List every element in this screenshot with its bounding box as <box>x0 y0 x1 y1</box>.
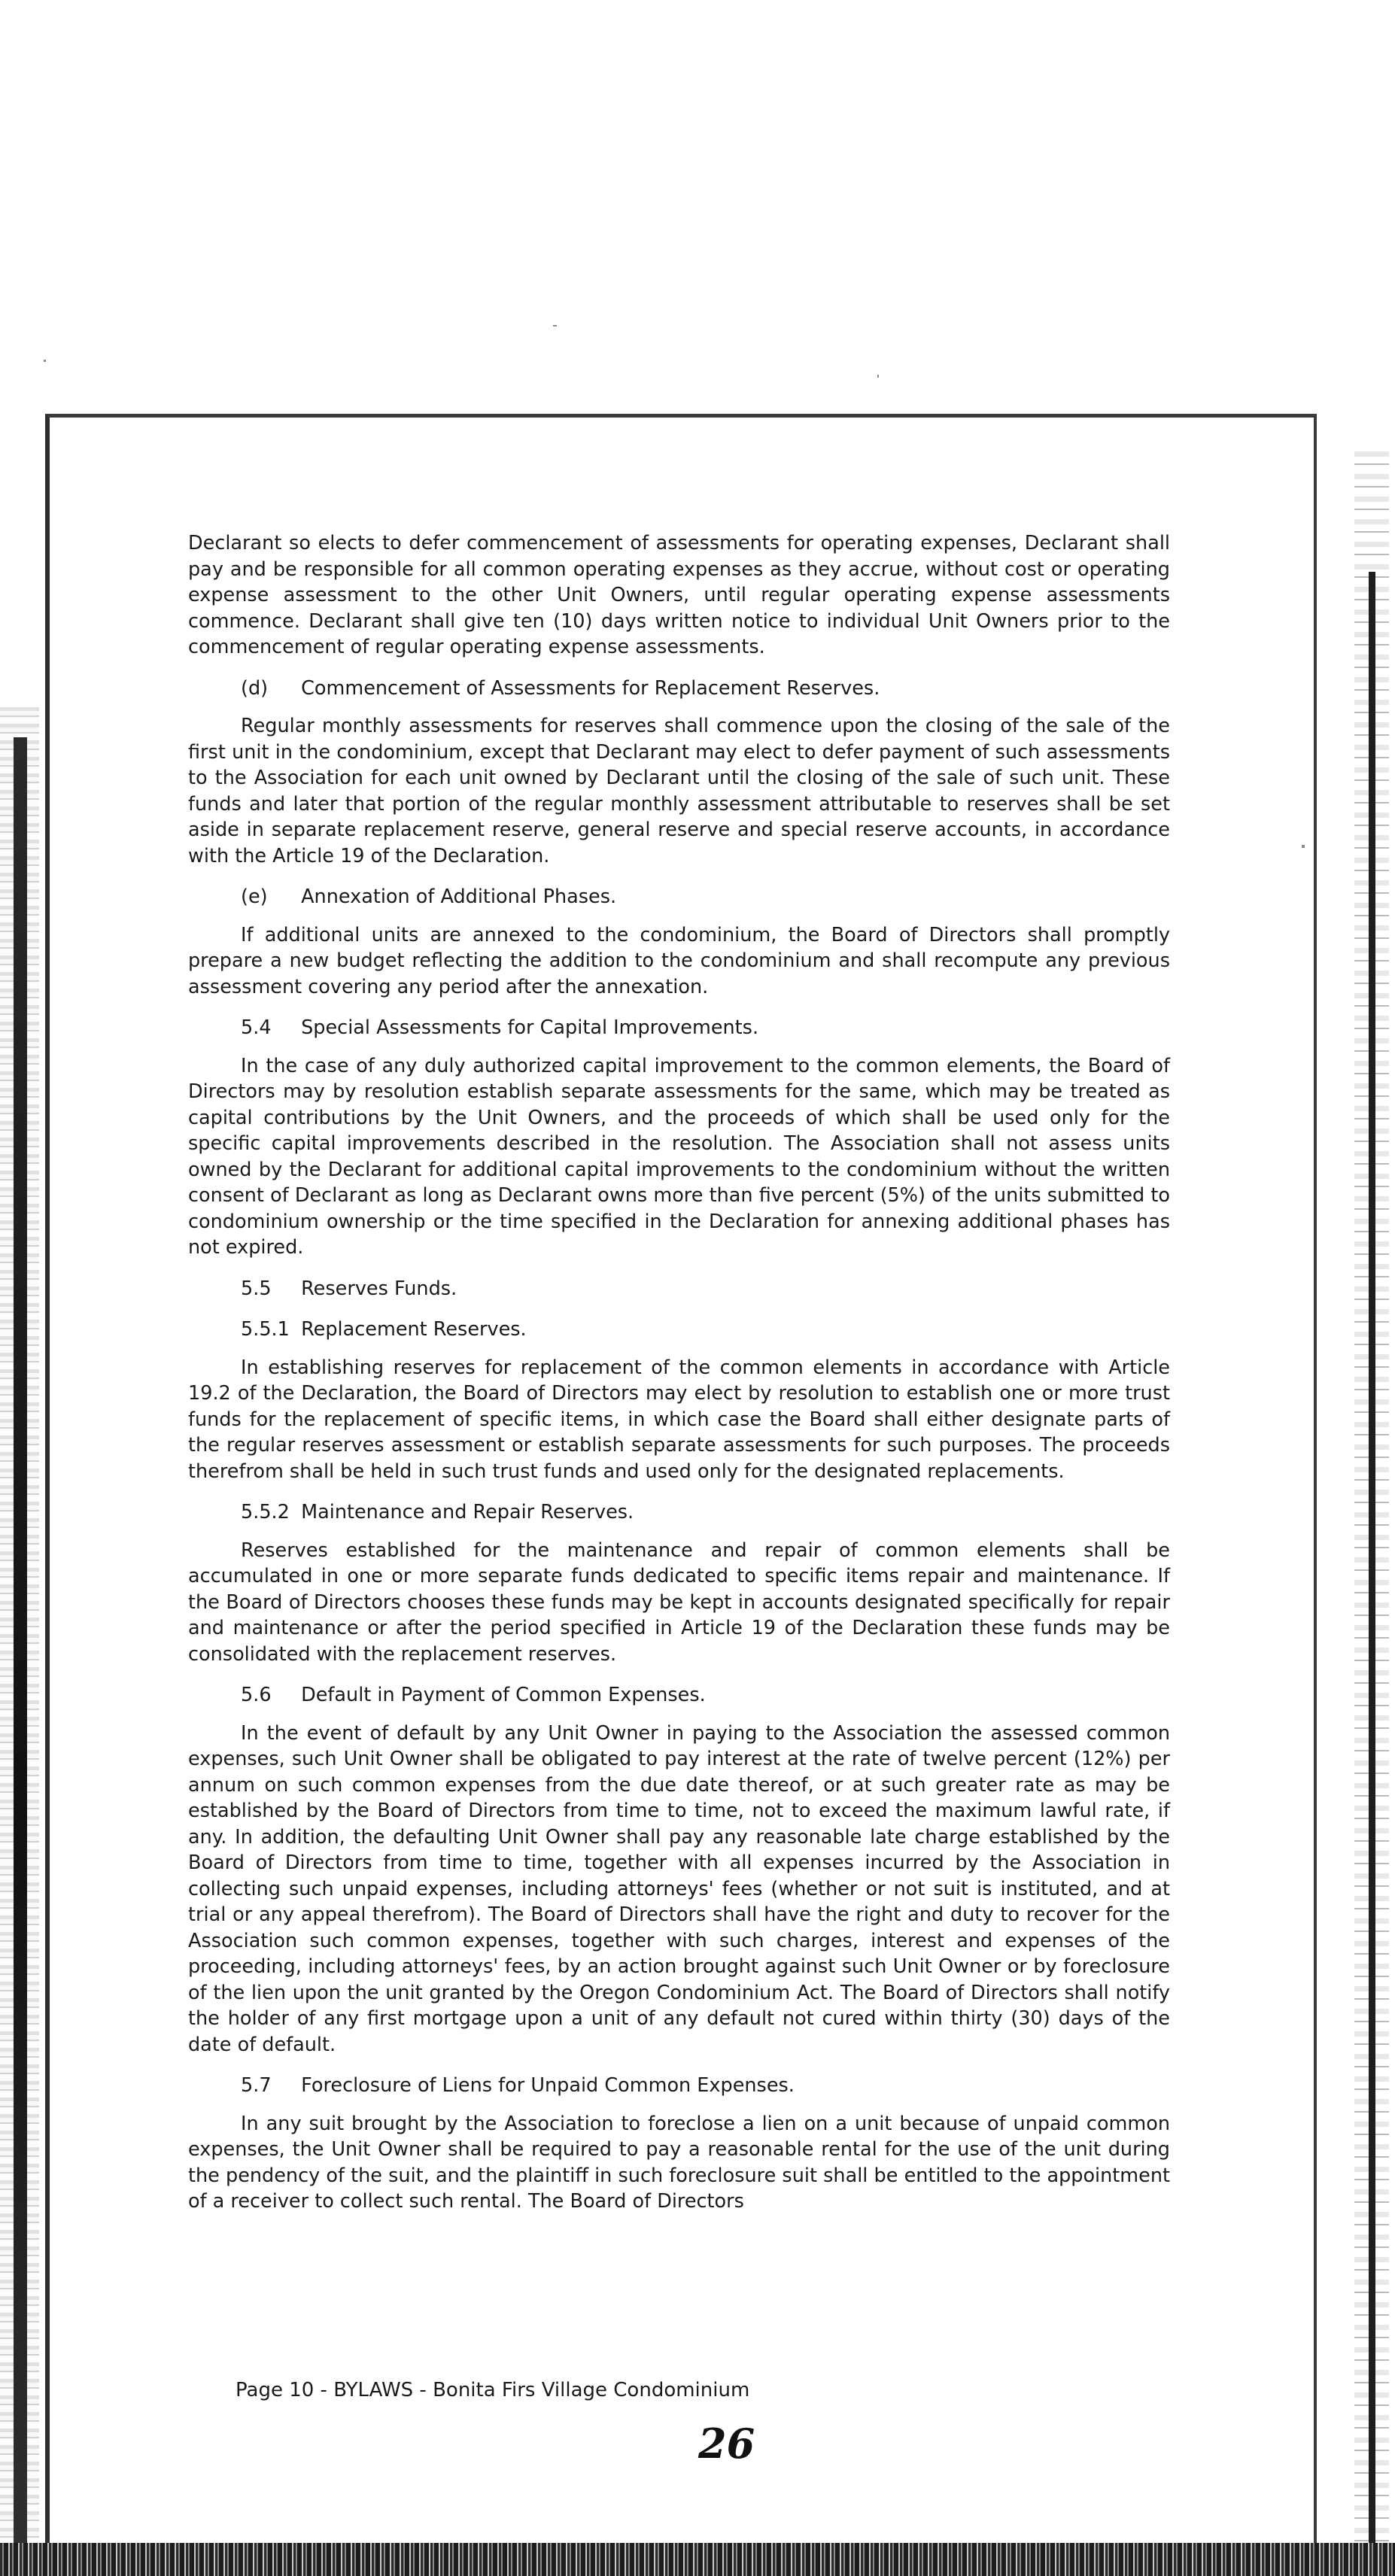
section-heading <box>241 884 1170 910</box>
section-heading <box>241 1276 1170 1302</box>
section-heading <box>241 2073 1170 2099</box>
document-body <box>188 530 1170 2215</box>
section-body: In establishing reserves for replacement of the common elements in accordance with Article 19.2 of the Declaration, the Board of Directors may elect by resolution to establish one or more trust funds for the replacement of specific items, in which case the Board shall either designate parts of the regular reserves assessment or establish separate assessments for such purposes. The proceeds therefrom shall be held in such trust funds and used only for the designated replacements. <box>188 1356 1170 1483</box>
section-title: Default in Payment of Common Expenses. <box>301 1684 706 1706</box>
section-title: Foreclosure of Liens for Unpaid Common Expenses. <box>301 2074 795 2097</box>
section-body: Reserves established for the maintenance and repair of common elements shall be accumulated in one or more separate funds dedicated to specific items repair and maintenance. If the Board of Directors chooses these funds may be kept in accounts designated specifically for repair and maintenance or after the period specified in Article 19 of the Declaration these funds may be consolidated with the replacement reserves. <box>188 1539 1170 1666</box>
section-title: Maintenance and Repair Reserves. <box>301 1501 634 1523</box>
section-body: If additional units are annexed to the condominium, the Board of Directors shall promptly prepare a new budget reflecting the addition to the condominium and shall recompute any previous assessment covering any period after the annexation. <box>188 923 1170 998</box>
section-body: Regular monthly assessments for reserves shall commence upon the closing of the sale of the first unit in the condominium, except that Declarant may elect to defer payment of such assessments to the Association for each unit owned by Declarant until the closing of the sale of such unit. These funds and later that portion of the regular monthly assessment attributable to reserves shall be set aside in separate replacement reserve, general reserve and special reserve accounts, in accordance with the Article 19 of the Declaration. <box>188 715 1170 867</box>
section-number: 5.5.1 <box>241 1318 290 1341</box>
scan-edge-left-shadow <box>14 737 27 2543</box>
section-heading <box>241 1682 1170 1709</box>
section-number: 5.7 <box>241 2074 272 2097</box>
section-number: 5.5 <box>241 1277 272 1300</box>
scan-speck <box>1302 845 1305 848</box>
section-heading <box>241 1015 1170 1041</box>
section-title: Annexation of Additional Phases. <box>301 886 617 908</box>
section-number: (d) <box>241 676 269 700</box>
section-number: 5.6 <box>241 1684 272 1706</box>
section-title: Special Assessments for Capital Improvements. <box>301 1016 759 1039</box>
section-number: 5.4 <box>241 1016 272 1039</box>
section-number: (e) <box>241 886 268 908</box>
scan-edge-right-shadow <box>1369 572 1375 2543</box>
scan-speck <box>44 360 46 362</box>
scan-speck <box>877 375 879 378</box>
section-heading <box>241 676 1170 702</box>
section-title: Commencement of Assessments for Replacement Reserves. <box>301 676 880 700</box>
section-body: In the event of default by any Unit Owner in paying to the Association the assessed common expenses, such Unit Owner shall be obligated to pay interest at the rate of twelve percent (12%) per annum on such common expenses from the due date thereof, or at such greater rate as may be established by the Board of Directors from time to time, not to exceed the maximum lawful rate, if any. In addition, the defaulting Unit Owner shall pay any reasonable late charge established by the Board of Directors from time to time, together with all expenses incurred by the Association in collecting such unpaid expenses, including attorneys' fees (whether or not suit is instituted, and at trial or any appeal therefrom). The Board of Directors shall have the right and duty to recover for the Association such common expenses, together with such charges, interest and expenses of the proceeding, including attorneys' fees, by an action brought against such Unit Owner or by foreclosure of the lien upon the unit granted by the Oregon Condominium Act. The Board of Directors shall notify the holder of any first mortgage upon a unit of any default not cured within thirty (30) days of the date of default. <box>188 1721 1170 2056</box>
scan-speck <box>553 325 557 327</box>
section-number: 5.5.2 <box>241 1501 290 1523</box>
scan-edge-bottom <box>0 2543 1395 2576</box>
section-body: In any suit brought by the Association to foreclose a lien on a unit because of unpaid common expenses, the Unit Owner shall be required to pay a reasonable rental for the use of the unit during the pendency of the suit, and the plaintiff in such foreclosure suit shall be entitled to the appointment of a receiver to collect such rental. The Board of Directors <box>188 2112 1170 2213</box>
section-body: In the case of any duly authorized capital improvement to the common elements, the Board of Directors may by resolution establish separate assessments for the same, which may be treated as capital contributions by the Unit Owners, and the proceeds of which shall be used only for the specific capital improvements described in the resolution. The Association shall not assess units owned by the Declarant for additional capital improvements to the condominium without the written consent of Declarant as long as Declarant owns more than five percent (5%) of the units submitted to condominium ownership or the time specified in the Declaration for annexing additional phases has not expired. <box>188 1054 1170 1259</box>
section-heading <box>241 1499 1170 1526</box>
handwritten-page-number: 26 <box>698 2420 755 2468</box>
intro-paragraph: Declarant so elects to defer commencement of assessments for operating expenses, Declarant shall pay and be responsible for all common operating expenses as they accrue, without cost or operating expense assessment to the other Unit Owners, until regular operating expense assessments commence. Declarant shall give ten (10) days written notice to individual Unit Owners prior to the commencement of regular operating expense assessments. <box>188 532 1170 658</box>
section-title: Replacement Reserves. <box>301 1318 527 1341</box>
section-heading <box>241 1317 1170 1343</box>
section-title: Reserves Funds. <box>301 1277 457 1300</box>
page-footer: Page 10 - BYLAWS - Bonita Firs Village Condominium <box>236 2379 750 2401</box>
